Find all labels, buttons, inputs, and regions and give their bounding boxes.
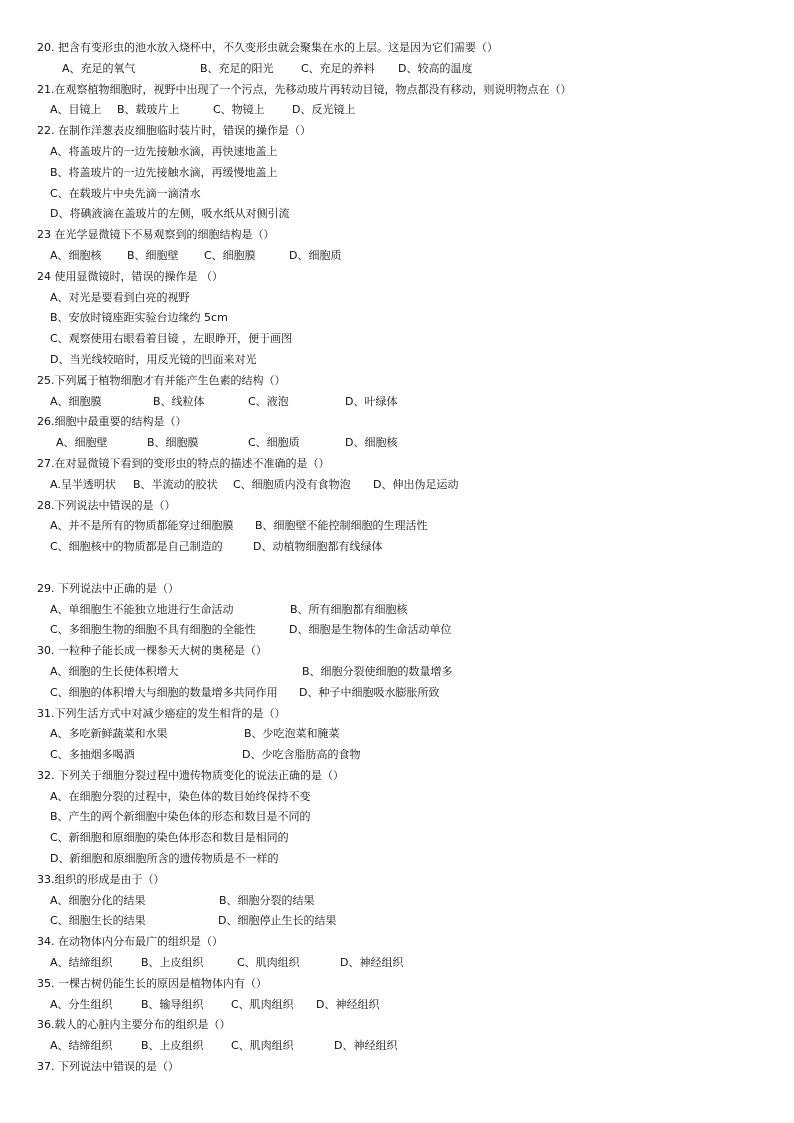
answer-option: B、细胞分裂使细胞的数量增多 xyxy=(302,664,453,678)
answer-option: C、细胞膜 xyxy=(204,248,256,262)
answer-option: A、在细胞分裂的过程中，染色体的数目始终保持不变 xyxy=(50,789,311,803)
question-stem: 30. 一粒种子能长成一棵参天大树的奥秘是（） xyxy=(37,644,267,658)
answer-option: B、将盖玻片的一边先接触水滴，再缓慢地盖上 xyxy=(50,165,278,179)
answer-option: D、神经组织 xyxy=(316,997,380,1011)
option-line xyxy=(37,849,767,870)
answer-option: C、多抽烟多喝酒 xyxy=(50,748,135,762)
option-line xyxy=(37,163,767,184)
option-line xyxy=(37,745,767,766)
spacer xyxy=(37,558,767,579)
answer-option: C、多细胞生物的细胞不具有细胞的全能性 xyxy=(50,623,256,637)
answer-option: D、新细胞和原细胞所含的遗传物质是不一样的 xyxy=(50,852,279,866)
option-line xyxy=(37,288,767,309)
question-stem: 21.在观察植物细胞时，视野中出现了一个污点，先移动玻片再转动目镜，物点都没有移动，则说明物点在（） xyxy=(37,82,572,96)
answer-option: B、上皮组织 xyxy=(141,1039,204,1053)
option-line xyxy=(37,891,767,912)
option-line xyxy=(37,475,767,496)
answer-option: B、线粒体 xyxy=(153,394,205,408)
answer-option: B、所有细胞都有细胞核 xyxy=(290,602,408,616)
answer-option: A、并不是所有的物质都能穿过细胞膜 xyxy=(50,519,234,533)
question-stem: 32. 下列关于细胞分裂过程中遗传物质变化的说法正确的是（） xyxy=(37,768,344,782)
question-stem: 28.下列说法中错误的是（） xyxy=(37,498,176,512)
option-line xyxy=(37,995,767,1016)
answer-option: B、安放时镜座距实验台边缘约 5cm xyxy=(50,311,228,325)
answer-option: A、单细胞生不能独立地进行生命活动 xyxy=(50,602,234,616)
answer-option: A、对光是要看到白亮的视野 xyxy=(50,290,190,304)
answer-option: D、细胞是生物体的生命活动单位 xyxy=(289,623,452,637)
answer-option: A、细胞核 xyxy=(50,248,102,262)
answer-option: D、将碘液滴在盖玻片的左侧，吸水纸从对侧引流 xyxy=(50,207,290,221)
option-line xyxy=(37,246,767,267)
answer-option: D、当光线较暗时，用反光镜的凹面来对光 xyxy=(50,352,257,366)
answer-option: D、神经组织 xyxy=(340,956,404,970)
option-line xyxy=(37,724,767,745)
option-line xyxy=(37,787,767,808)
question-stem: 24 使用显微镜时，错误的操作是 （） xyxy=(37,269,223,283)
question-stem: 31.下列生活方式中对减少癌症的发生相背的是（） xyxy=(37,706,286,720)
option-line xyxy=(37,683,767,704)
question-stem: 26.细胞中最重要的结构是（） xyxy=(37,415,187,429)
worksheet-page xyxy=(37,38,767,1078)
option-line xyxy=(37,392,767,413)
answer-option: A、细胞壁 xyxy=(56,436,108,450)
question-stem: 36.载人的心脏内主要分布的组织是（） xyxy=(37,1018,231,1032)
answer-option: A、细胞分化的结果 xyxy=(50,893,146,907)
answer-option: A、分生组织 xyxy=(50,997,113,1011)
answer-option: C、细胞生长的结果 xyxy=(50,914,146,928)
answer-option: B、细胞壁不能控制细胞的生理活性 xyxy=(255,519,428,533)
answer-option: A、结缔组织 xyxy=(50,956,113,970)
answer-option: B、载玻片上 xyxy=(117,103,180,117)
option-line xyxy=(37,516,767,537)
option-line xyxy=(37,59,767,80)
answer-option: D、种子中细胞吸水膨胀所致 xyxy=(299,685,440,699)
answer-option: D、动植物细胞都有线绿体 xyxy=(253,540,383,554)
question-stem: 34. 在动物体内分布最广的组织是（） xyxy=(37,935,223,949)
option-line xyxy=(37,662,767,683)
option-line xyxy=(37,537,767,558)
option-line xyxy=(37,204,767,225)
option-line xyxy=(37,433,767,454)
answer-option: B、细胞膜 xyxy=(147,436,199,450)
option-line xyxy=(37,953,767,974)
question-stem: 37. 下列说法中错误的是（） xyxy=(37,1060,179,1074)
answer-option: C、新细胞和原细胞的染色体形态和数目是相同的 xyxy=(50,831,289,845)
answer-option: C、观察使用右眼看着目镜 ，左眼睁开，便于画图 xyxy=(50,332,293,346)
answer-option: C、细胞核中的物质都是自己制造的 xyxy=(50,540,223,554)
answer-option: D、叶绿体 xyxy=(345,394,398,408)
answer-option: C、肌肉组织 xyxy=(231,1039,294,1053)
answer-option: D、伸出伪足运动 xyxy=(373,477,459,491)
answer-option: A、充足的氧气 xyxy=(62,61,136,75)
answer-option: B、产生的两个新细胞中染色体的形态和数目是不同的 xyxy=(50,810,311,824)
answer-option: C、充足的养料 xyxy=(301,61,375,75)
answer-option: D、细胞停止生长的结果 xyxy=(218,914,337,928)
answer-option: C、细胞的体积增大与细胞的数量增多共同作用 xyxy=(50,685,278,699)
option-line xyxy=(37,100,767,121)
option-line xyxy=(37,600,767,621)
answer-option: A、细胞的生长使体积增大 xyxy=(50,664,179,678)
answer-option: C、物镜上 xyxy=(213,103,265,117)
question-stem: 27.在对显微镜下看到的变形虫的特点的描述不准确的是（） xyxy=(37,456,330,470)
question-stem: 25.下列属于植物细胞才有并能产生色素的结构（） xyxy=(37,373,286,387)
option-line xyxy=(37,911,767,932)
answer-option: A.呈半透明状 xyxy=(50,477,116,491)
question-stem: 33.组织的形成是由于（） xyxy=(37,872,165,886)
question-stem: 23 在光学显微镜下不易观察到的细胞结构是（） xyxy=(37,228,275,242)
answer-option: A、目镜上 xyxy=(50,103,102,117)
answer-option: B、少吃泡菜和腌菜 xyxy=(244,727,340,741)
option-line xyxy=(37,620,767,641)
option-line xyxy=(37,308,767,329)
answer-option: B、半流动的胶状 xyxy=(133,477,218,491)
option-line xyxy=(37,1036,767,1057)
answer-option: D、少吃含脂肪高的食物 xyxy=(242,748,361,762)
answer-option: A、结缔组织 xyxy=(50,1039,113,1053)
answer-option: C、肌肉组织 xyxy=(231,997,294,1011)
answer-option: D、神经组织 xyxy=(334,1039,398,1053)
answer-option: C、肌肉组织 xyxy=(237,956,300,970)
answer-option: C、在载玻片中央先滴一滴清水 xyxy=(50,186,201,200)
question-stem: 35. 一棵古树仍能生长的原因是植物体内有（） xyxy=(37,976,267,990)
option-line xyxy=(37,329,767,350)
question-stem: 20. 把含有变形虫的池水放入烧杯中，不久变形虫就会聚集在水的上层。这是因为它们需要（） xyxy=(37,41,498,54)
answer-option: D、细胞质 xyxy=(289,248,342,262)
answer-option: A、多吃新鲜蔬菜和水果 xyxy=(50,727,168,741)
question-stem: 22. 在制作洋葱表皮细胞临时装片时，错误的操作是（） xyxy=(37,124,311,138)
answer-option: C、液泡 xyxy=(248,394,289,408)
option-line xyxy=(37,184,767,205)
answer-option: A、细胞膜 xyxy=(50,394,102,408)
answer-option: D、反光镜上 xyxy=(292,103,356,117)
option-line xyxy=(37,828,767,849)
question-stem: 29. 下列说法中正确的是（） xyxy=(37,581,179,595)
answer-option: A、将盖玻片的一边先接触水滴，再快速地盖上 xyxy=(50,144,278,158)
option-line xyxy=(37,142,767,163)
answer-option: B、输导组织 xyxy=(141,997,204,1011)
answer-option: B、细胞壁 xyxy=(127,248,179,262)
answer-option: D、较高的温度 xyxy=(398,61,473,75)
answer-option: B、上皮组织 xyxy=(141,956,204,970)
answer-option: C、细胞质内没有食物泡 xyxy=(233,477,351,491)
answer-option: B、充足的阳光 xyxy=(200,61,274,75)
option-line xyxy=(37,350,767,371)
answer-option: B、细胞分裂的结果 xyxy=(219,893,315,907)
answer-option: D、细胞核 xyxy=(345,436,398,450)
answer-option: C、细胞质 xyxy=(248,436,300,450)
option-line xyxy=(37,807,767,828)
